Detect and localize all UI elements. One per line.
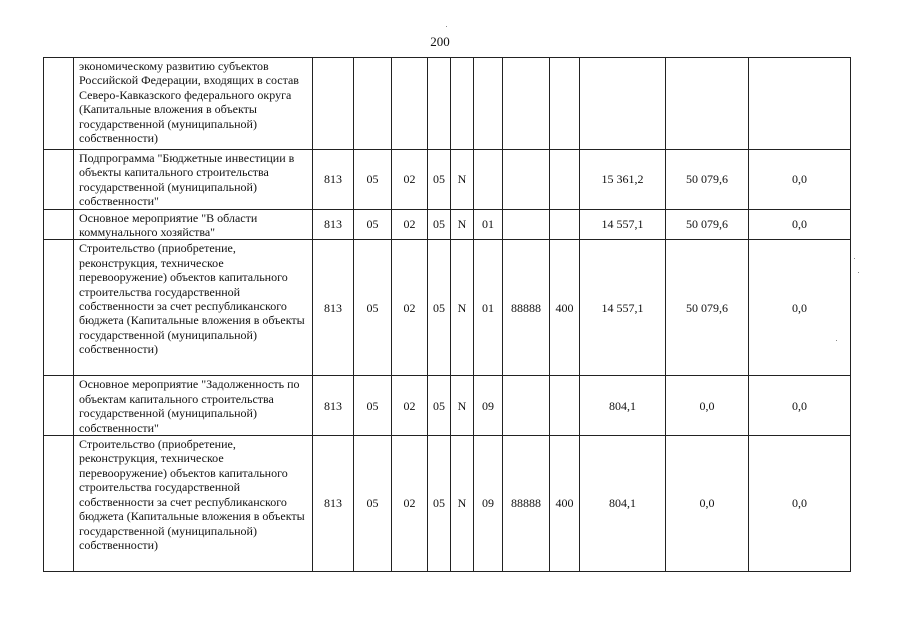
expense-type-cell	[550, 58, 580, 150]
amount-1-cell: 804,1	[580, 436, 666, 572]
page-number: 200	[430, 34, 450, 49]
subprogram-code-cell: N	[451, 150, 474, 210]
amount-3-cell: 0,0	[749, 376, 851, 436]
subsection-code-cell: 02	[392, 240, 428, 376]
subprogram-code-cell: N	[451, 240, 474, 376]
program-code-cell: 05	[428, 209, 451, 240]
section-code-cell: 05	[354, 376, 392, 436]
expense-type-cell	[550, 209, 580, 240]
section-code-cell	[354, 58, 392, 150]
program-code-cell: 05	[428, 376, 451, 436]
event-code-cell	[474, 58, 503, 150]
subsection-code-cell: 02	[392, 436, 428, 572]
section-code-cell: 05	[354, 436, 392, 572]
budget-table	[43, 57, 851, 572]
grbs-code-cell: 813	[313, 209, 354, 240]
section-code-cell: 05	[354, 209, 392, 240]
subsection-code-cell: 02	[392, 376, 428, 436]
amount-2-cell: 50 079,6	[666, 209, 749, 240]
amount-2-cell: 0,0	[666, 436, 749, 572]
scan-speck	[836, 340, 837, 341]
section-code-cell: 05	[354, 240, 392, 376]
row-index-cell	[44, 58, 74, 150]
amount-1-cell: 14 557,1	[580, 209, 666, 240]
item-name-cell: Подпрограмма "Бюджетные инвестиции в объекты капитального строительства государственной (муниципальной) собственности"	[74, 150, 313, 210]
table-row	[44, 240, 851, 376]
table-row	[44, 150, 851, 210]
item-name-cell: Основное мероприятие "Задолженность по объектам капитального строительства государственной (муниципальной) собственности"	[74, 376, 313, 436]
table-row	[44, 58, 851, 150]
grbs-code-cell: 813	[313, 436, 354, 572]
expense-type-cell	[550, 150, 580, 210]
direction-code-cell	[503, 58, 550, 150]
table-row	[44, 209, 851, 240]
amount-2-cell	[666, 58, 749, 150]
direction-code-cell: 88888	[503, 436, 550, 572]
row-index-cell	[44, 209, 74, 240]
amount-3-cell	[749, 58, 851, 150]
direction-code-cell: 88888	[503, 240, 550, 376]
program-code-cell: 05	[428, 240, 451, 376]
subsection-code-cell: 02	[392, 150, 428, 210]
row-index-cell	[44, 436, 74, 572]
row-index-cell	[44, 150, 74, 210]
scan-speck	[446, 26, 447, 27]
subprogram-code-cell	[451, 58, 474, 150]
amount-3-cell: 0,0	[749, 209, 851, 240]
amount-2-cell: 50 079,6	[666, 150, 749, 210]
subsection-code-cell: 02	[392, 209, 428, 240]
scan-speck	[858, 272, 859, 273]
program-code-cell	[428, 58, 451, 150]
row-index-cell	[44, 240, 74, 376]
program-code-cell: 05	[428, 436, 451, 572]
subsection-code-cell	[392, 58, 428, 150]
table-row	[44, 436, 851, 572]
subprogram-code-cell: N	[451, 209, 474, 240]
item-name-cell: Основное мероприятие "В области коммунального хозяйства"	[74, 209, 313, 240]
subprogram-code-cell: N	[451, 376, 474, 436]
grbs-code-cell	[313, 58, 354, 150]
scan-speck	[854, 258, 855, 259]
item-name-cell: Строительство (приобретение, реконструкция, техническое перевооружение) объектов капитального строительства государственной собственности за счет республиканского бюджета (Капитальные вложения в объекты государственной (муниципальной) собственности)	[74, 436, 313, 572]
amount-3-cell: 0,0	[749, 240, 851, 376]
expense-type-cell: 400	[550, 240, 580, 376]
direction-code-cell	[503, 376, 550, 436]
expense-type-cell: 400	[550, 436, 580, 572]
direction-code-cell	[503, 150, 550, 210]
amount-1-cell: 14 557,1	[580, 240, 666, 376]
amount-1-cell: 15 361,2	[580, 150, 666, 210]
expense-type-cell	[550, 376, 580, 436]
amount-2-cell: 50 079,6	[666, 240, 749, 376]
event-code-cell: 09	[474, 376, 503, 436]
amount-2-cell: 0,0	[666, 376, 749, 436]
section-code-cell: 05	[354, 150, 392, 210]
row-index-cell	[44, 376, 74, 436]
event-code-cell: 01	[474, 209, 503, 240]
grbs-code-cell: 813	[313, 376, 354, 436]
amount-3-cell: 0,0	[749, 150, 851, 210]
event-code-cell: 01	[474, 240, 503, 376]
item-name-cell: экономическому развитию субъектов Российской Федерации, входящих в состав Северо-Кавказского федерального округа (Капитальные вложения в объекты государственной (муниципальной) собственности)	[74, 58, 313, 150]
table-row	[44, 376, 851, 436]
event-code-cell	[474, 150, 503, 210]
grbs-code-cell: 813	[313, 240, 354, 376]
grbs-code-cell: 813	[313, 150, 354, 210]
direction-code-cell	[503, 209, 550, 240]
subprogram-code-cell: N	[451, 436, 474, 572]
event-code-cell: 09	[474, 436, 503, 572]
amount-1-cell	[580, 58, 666, 150]
program-code-cell: 05	[428, 150, 451, 210]
amount-3-cell: 0,0	[749, 436, 851, 572]
amount-1-cell: 804,1	[580, 376, 666, 436]
item-name-cell: Строительство (приобретение, реконструкция, техническое перевооружение) объектов капитального строительства государственной собственности за счет республиканского бюджета (Капитальные вложения в объекты государственной (муниципальной) собственности)	[74, 240, 313, 376]
